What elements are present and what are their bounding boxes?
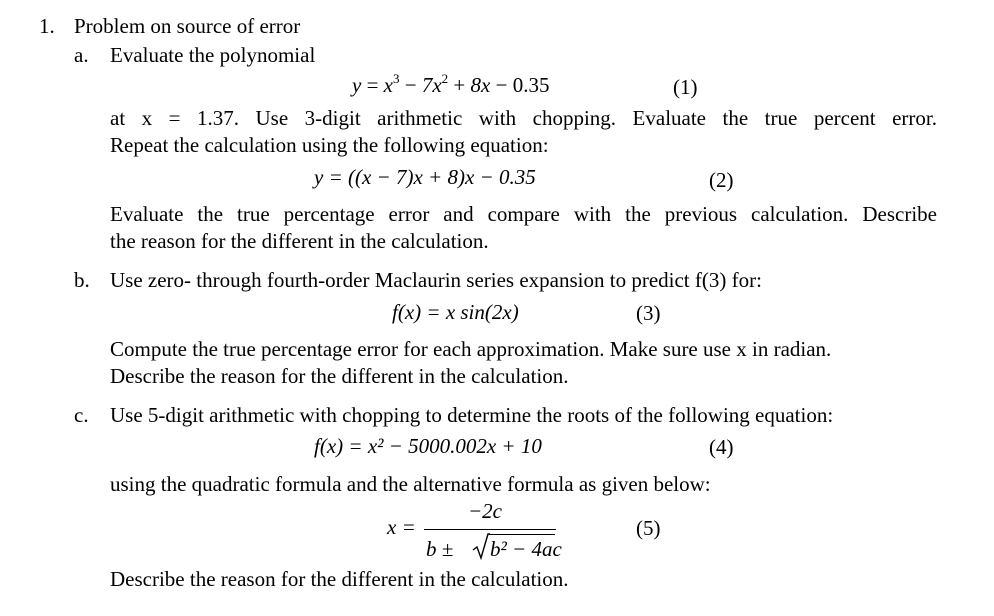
part-c-marker: c. (74, 403, 89, 427)
equation-5-denominator-left: b ± (426, 537, 454, 561)
part-a-line3-text: Evaluate the true percentage error and compare with the previous calculation. Describe (110, 202, 937, 226)
equation-5-radical-bar (489, 534, 555, 535)
equation-1-number: (1) (673, 75, 698, 99)
part-c-line3: Describe the reason for the different in the calculation. (110, 567, 569, 591)
eq1-lhs: y (352, 73, 362, 97)
eq1-term2: 7x (421, 73, 442, 97)
eq1-term3: 8x (470, 73, 491, 97)
equation-4: f(x) = x² − 5000.002x + 10 (314, 434, 542, 458)
equation-2: y = ((x − 7)x + 8)x − 0.35 (314, 165, 536, 189)
part-b-marker: b. (74, 268, 90, 292)
eq1-term2-exp: 2 (441, 71, 449, 86)
equation-5-number: (5) (636, 516, 661, 540)
part-a-line2: Repeat the calculation using the following equation: (110, 133, 549, 157)
equation-5-lhs: x = (387, 515, 416, 539)
part-a-line3 (110, 204, 937, 225)
eq1-op1: − (404, 73, 417, 97)
equation-3-number: (3) (636, 301, 661, 325)
part-a-line4: the reason for the different in the calculation. (110, 229, 489, 253)
equation-1 (352, 71, 550, 97)
eq1-term1-exp: 3 (393, 71, 400, 86)
part-c-line2: using the quadratic formula and the alternative formula as given below: (110, 472, 711, 496)
part-a-intro: Evaluate the polynomial (110, 43, 316, 67)
part-a-line1 (110, 108, 937, 129)
eq1-op2: + (453, 73, 466, 97)
part-b-line2: Compute the true percentage error for each approximation. Make sure use x in radian. (110, 337, 832, 361)
part-a-marker: a. (74, 43, 89, 67)
part-b-line3: Describe the reason for the different in the calculation. (110, 364, 569, 388)
part-c-line1: Use 5-digit arithmetic with chopping to determine the roots of the following equation: (110, 403, 834, 427)
equation-5-radicand: b² − 4ac (490, 537, 562, 561)
equation-5-numerator: −2c (468, 499, 502, 523)
eq1-term4: 0.35 (512, 73, 550, 97)
equation-4-number: (4) (709, 435, 734, 459)
part-b-line1: Use zero- through fourth-order Maclaurin series expansion to predict f(3) for: (110, 268, 762, 292)
eq1-equals: = (366, 73, 379, 97)
equation-3: f(x) = x sin(2x) (392, 300, 519, 324)
equation-5-radical-sign (472, 533, 490, 561)
equation-5-fraction-bar (424, 529, 556, 530)
equation-2-number: (2) (709, 168, 734, 192)
eq1-op3: − (495, 73, 508, 97)
part-a-line1-text: at x = 1.37. Use 3-digit arithmetic with chopping. Evaluate the true percent error. (110, 106, 937, 130)
problem-number: 1. (39, 14, 55, 38)
eq1-term1: x (383, 73, 393, 97)
problem-title: Problem on source of error (74, 14, 301, 38)
